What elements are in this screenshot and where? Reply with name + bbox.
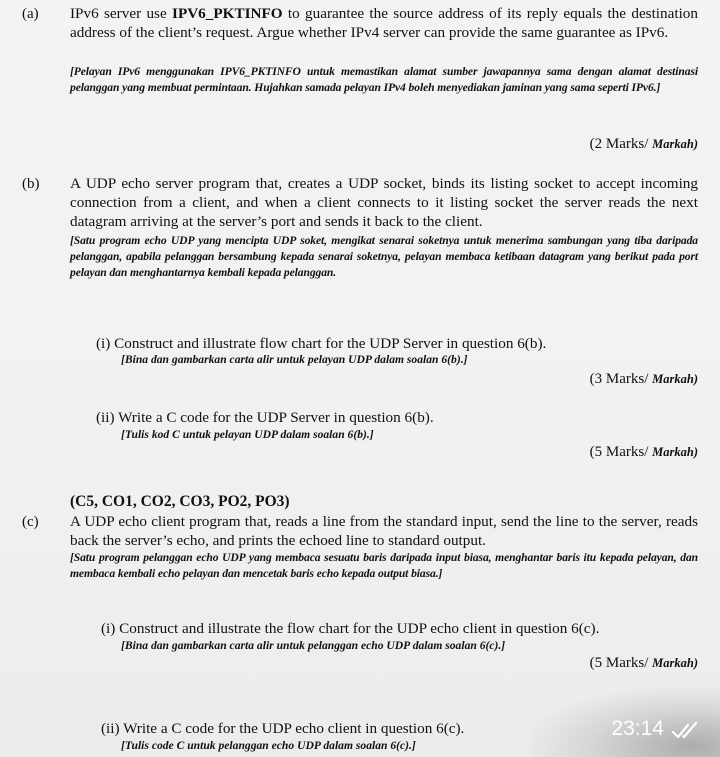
question-b-text: A UDP echo server program that, creates a UDP socket, binds its listing socket to accept incoming connection from a client, and when a client connects to it listing socket the server reads the next datagram arriving at the server’s port and sends it back to the client. — [70, 175, 698, 230]
question-a-text-bold: IPV6_PKTINFO — [172, 5, 283, 22]
question-a-label: (a) — [22, 6, 39, 22]
question-a-malay: [Pelayan IPv6 menggunakan IPV6_PKTINFO untuk memastikan alamat sumber jawapannya sama dengan alamat destinasi pelanggan yang membuat permintaan. Hujahkan samada pelayan IPv4 boleh menyediakan jaminan yang sama seperti IPv6.] — [70, 65, 698, 94]
question-b-ii-text: (ii) Write a C code for the UDP Server in question 6(b). — [96, 409, 434, 426]
question-c-label: (c) — [22, 514, 39, 530]
question-c-i-malay: [Bina dan gambarkan carta alir untuk pelanggan echo UDP dalam soalan 6(c).] — [121, 639, 506, 652]
timestamp-overlay — [530, 687, 720, 757]
message-time: 23:14 — [611, 717, 664, 740]
question-b-malay: [Satu program echo UDP yang mencipta UDP soket, mengikat senarai soketnya untuk menerima sambungan yang tiba daripada pelanggan, apabila pelanggan bersambung kepada senarai soketnya, pelayan membaca ketibaan datagram yang berikut pada port pelayan dan menghantarnya kembali kepada pelanggan. — [70, 234, 698, 279]
question-b-i-marks — [590, 371, 698, 388]
question-a-text-pre: IPv6 server use — [70, 5, 173, 22]
marks-malay: Markah) — [652, 372, 698, 386]
marks-label: (5 Marks/ — [589, 655, 649, 671]
double-check-icon — [670, 721, 700, 741]
question-c-text: A UDP echo client program that, reads a line from the standard input, send the line to the server, reads back the server’s echo, and prints the echoed line to standard output. — [70, 513, 698, 549]
question-b-ii-malay: [Tulis kod C untuk pelayan UDP dalam soalan 6(b).] — [121, 428, 374, 441]
question-c-ii-text: (ii) Write a C code for the UDP echo client in question 6(c). — [101, 720, 465, 737]
question-a-text-post: to guarantee the source address of its reply equals the destination address of the client’s request. Argue whether IPv4 server can provide the same guarantee as IPv6. — [70, 5, 698, 41]
marks-label: (3 Marks/ — [589, 371, 649, 387]
marks-label: (5 Marks/ — [589, 444, 649, 460]
marks-malay: Markah) — [652, 445, 698, 459]
question-b-i-malay: [Bina dan gambarkan carta alir untuk pelayan UDP dalam soalan 6(b).] — [121, 353, 468, 366]
question-c-ii-malay: [Tulis code C untuk pelanggan echo UDP dalam soalan 6(c).] — [121, 739, 416, 752]
question-b-label: (b) — [22, 176, 40, 192]
question-b-ii-marks — [590, 444, 698, 461]
question-c-malay: [Satu program pelanggan echo UDP yang membaca sesuatu baris daripada input biasa, menghantar baris itu kepada pelayan, dan membaca kembali echo pelayan dan mencetak baris echo kepada output biasa.] — [70, 551, 698, 580]
marks-label: (2 Marks/ — [589, 136, 649, 152]
question-a-text — [70, 4, 698, 42]
question-c-i-marks — [590, 655, 698, 672]
question-c-outcomes: (C5, CO1, CO2, CO3, PO2, PO3) — [70, 493, 290, 510]
question-a-marks — [590, 136, 698, 153]
marks-malay: Markah) — [652, 656, 698, 670]
marks-malay: Markah) — [652, 137, 698, 151]
question-b-i-text: (i) Construct and illustrate flow chart for the UDP Server in question 6(b). — [96, 335, 547, 352]
question-c-i-text: (i) Construct and illustrate the flow chart for the UDP echo client in question 6(c). — [101, 620, 600, 637]
